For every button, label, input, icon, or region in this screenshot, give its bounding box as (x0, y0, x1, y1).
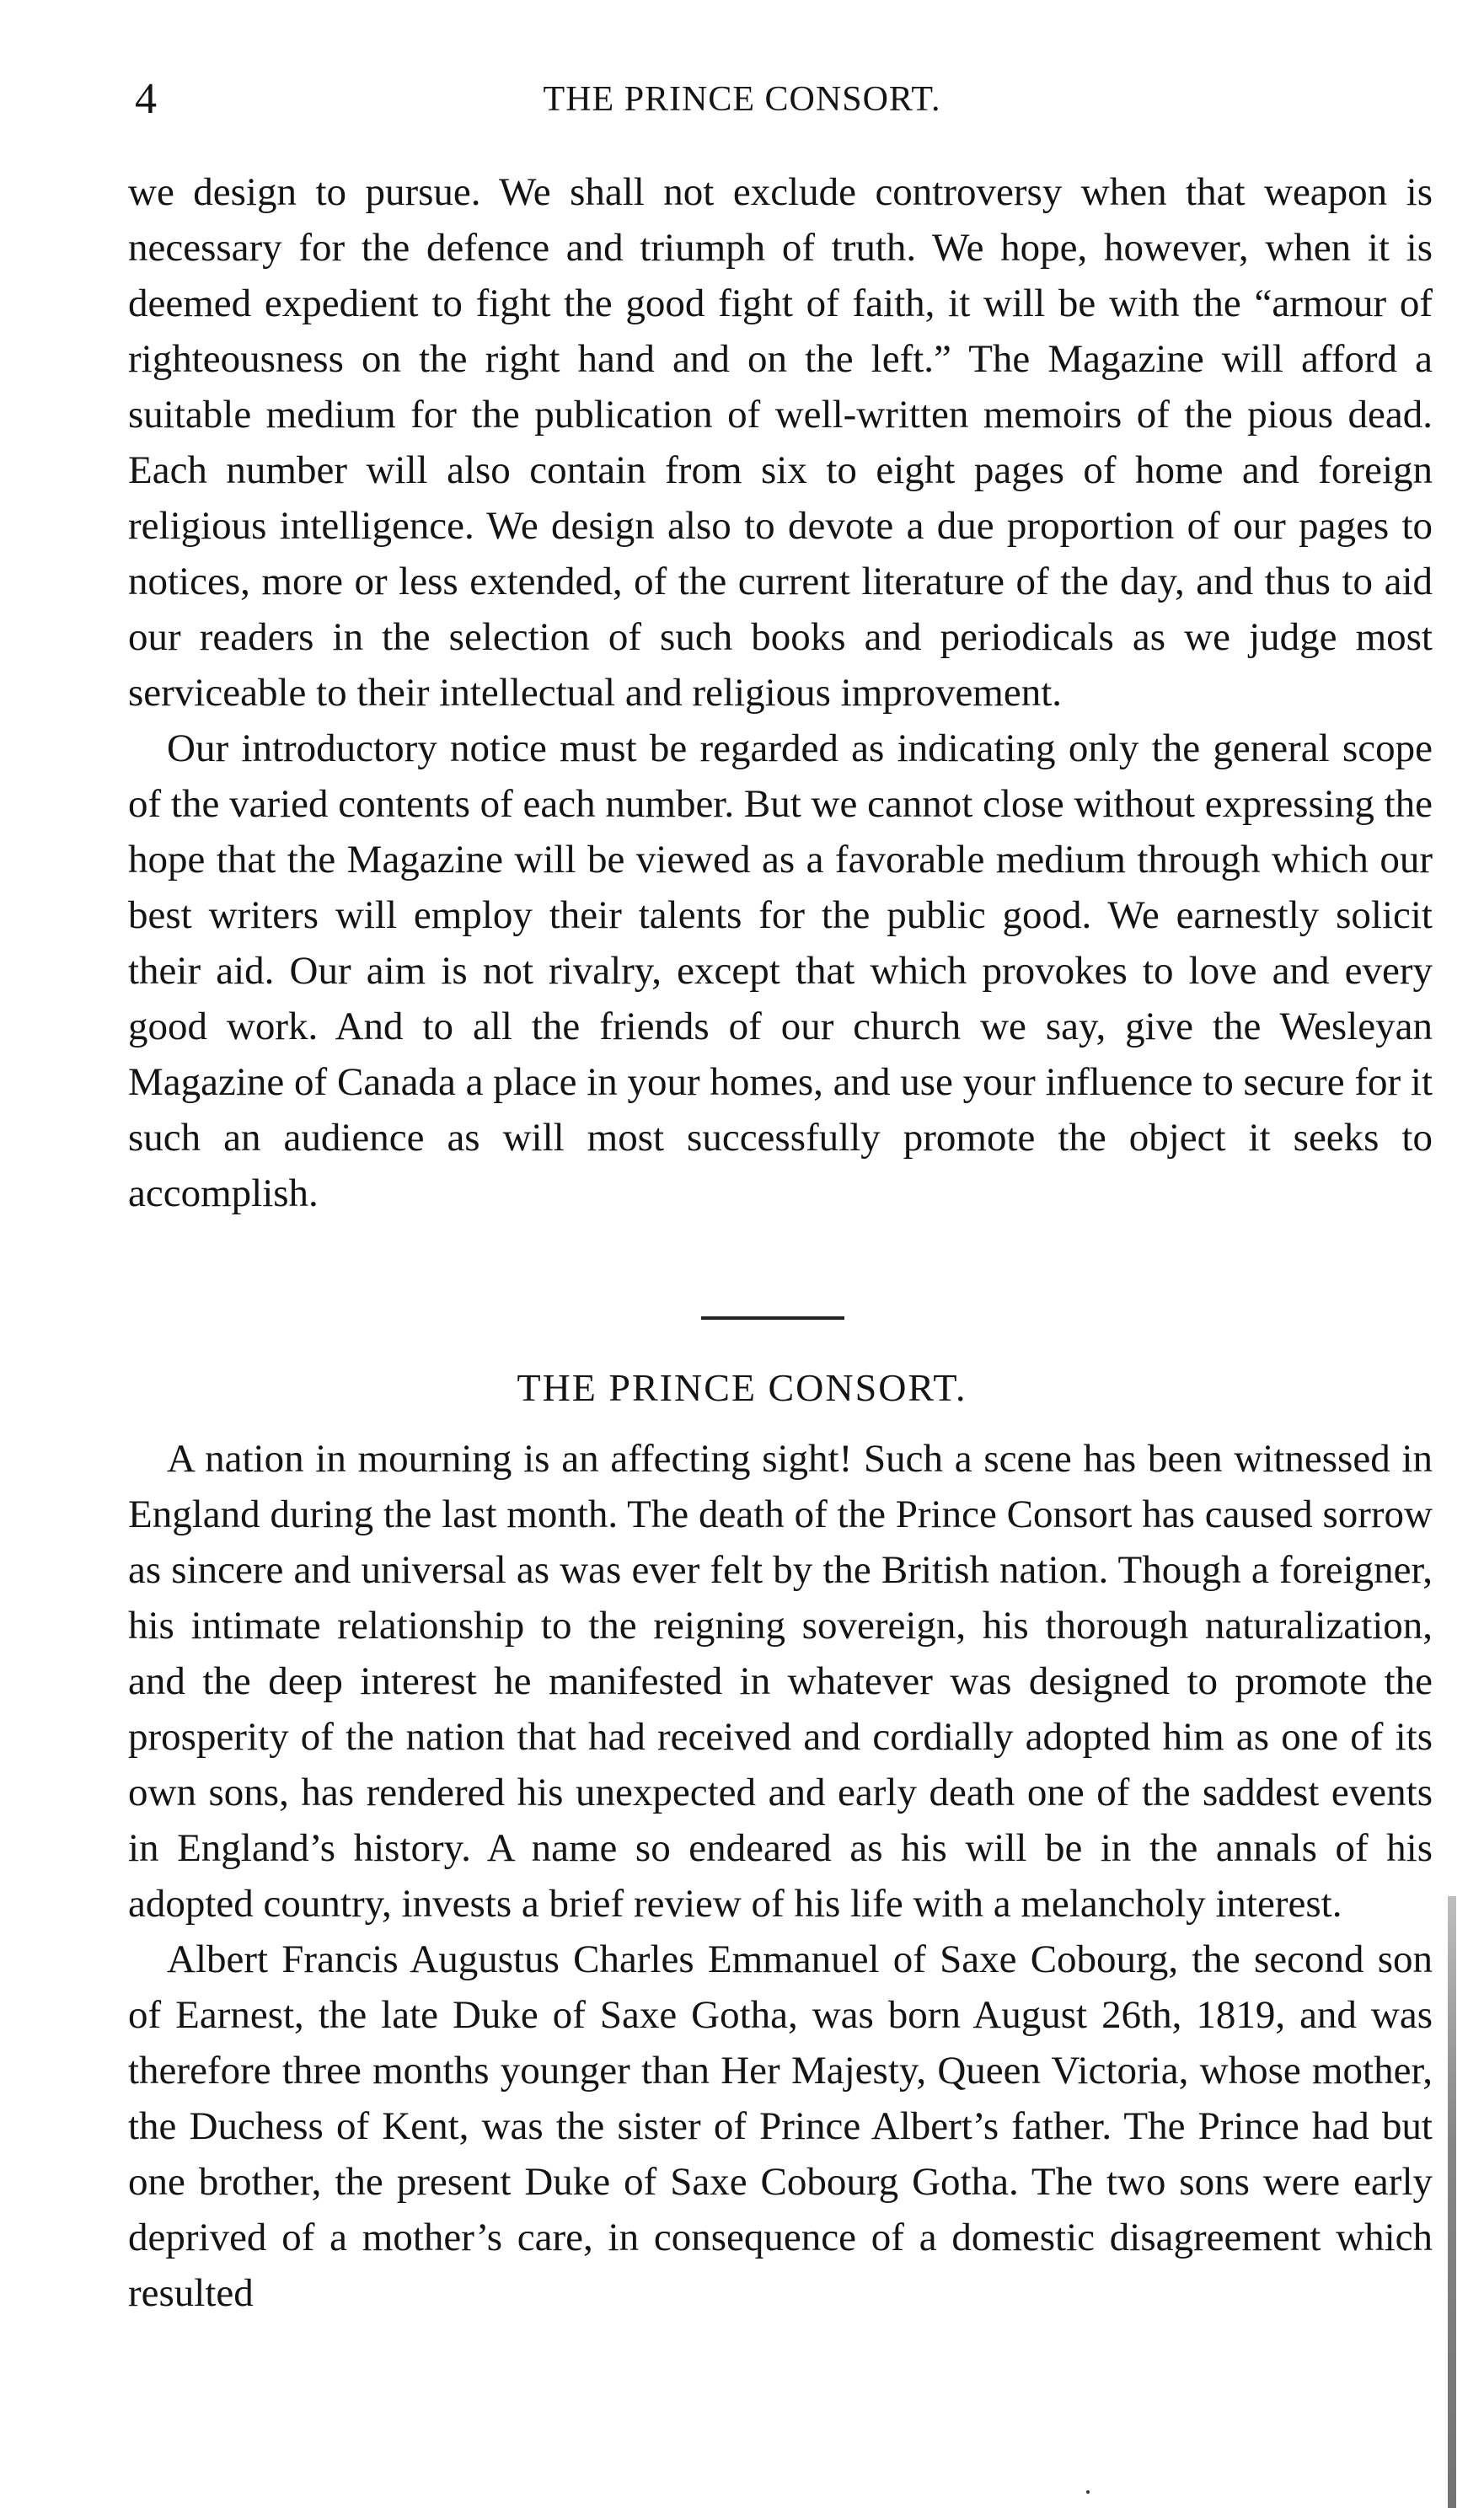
running-head (0, 74, 1484, 133)
section-heading: THE PRINCE CONSORT. (517, 1366, 967, 1409)
running-title: THE PRINCE CONSORT. (543, 80, 941, 119)
article-intro (128, 164, 1433, 1221)
prince-consort-article (128, 1431, 1433, 2321)
page-number: 4 (135, 75, 157, 123)
paragraph: Albert Francis Augustus Charles Emmanuel of Saxe Cobourg, the second son of Earnest, the late Duke of Saxe Gotha, was born August 26th, 1819, and was therefore three months younger than Her Majesty, Queen Victoria, whose mother, the Duchess of Kent, was the sister of Prince Albert’s father. The Prince had but one brother, the present Duke of Saxe Cobourg Gotha. The two sons were early deprived of a mother’s care, in consequence of a domestic disagreement which resulted (128, 1937, 1433, 2315)
scan-speck (1086, 2490, 1090, 2494)
paragraph: we design to pursue. We shall not exclude controversy when that weapon is necessary for the defence and triumph of truth. We hope, however, when it is deemed expedient to fight the good fight of faith, it will be with the “armour of righteousness on the right hand and on the left.” The Magazine will afford a suitable medium for the publication of well-written memoirs of the pious dead. Each number will also contain from six to eight pages of home and foreign religious intelligence. We design also to devote a due proportion of our pages to notices, more or less extended, of the current literature of the day, and thus to aid our readers in the selection of such books and periodicals as we judge most serviceable to their intellectual and religious improvement. (128, 170, 1433, 715)
scan-edge-shadow (1448, 1896, 1456, 2508)
section-divider (701, 1316, 844, 1320)
paragraph: Our introductory notice must be regarded as indicating only the general scope of the varied contents of each number. But we cannot close without expressing the hope that the Magazine will be viewed as a favorable medium through which our best writers will employ their talents for the public good. We earnestly solicit their aid. Our aim is not rivalry, except that which provokes to love and every good work. And to all the friends of our church we say, give the Wesleyan Magazine of Canada a place in your homes, and use your influence to secure for it such an audience as will most successfully promote the object it seeks to accomplish. (128, 726, 1433, 1215)
paragraph: A nation in mourning is an affecting sight! Such a scene has been witnessed in England during the last month. The death of the Prince Consort has caused sorrow as sincere and universal as was ever felt by the British nation. Though a foreigner, his intimate relationship to the reigning sovereign, his thorough naturalization, and the deep interest he manifested in whatever was designed to promote the prosperity of the nation that had received and cordially adopted him as one of its own sons, has rendered his unexpected and early death one of the saddest events in England’s history. A name so endeared as his will be in the annals of his adopted country, invests a brief review of his life with a melancholy interest. (128, 1437, 1433, 1926)
